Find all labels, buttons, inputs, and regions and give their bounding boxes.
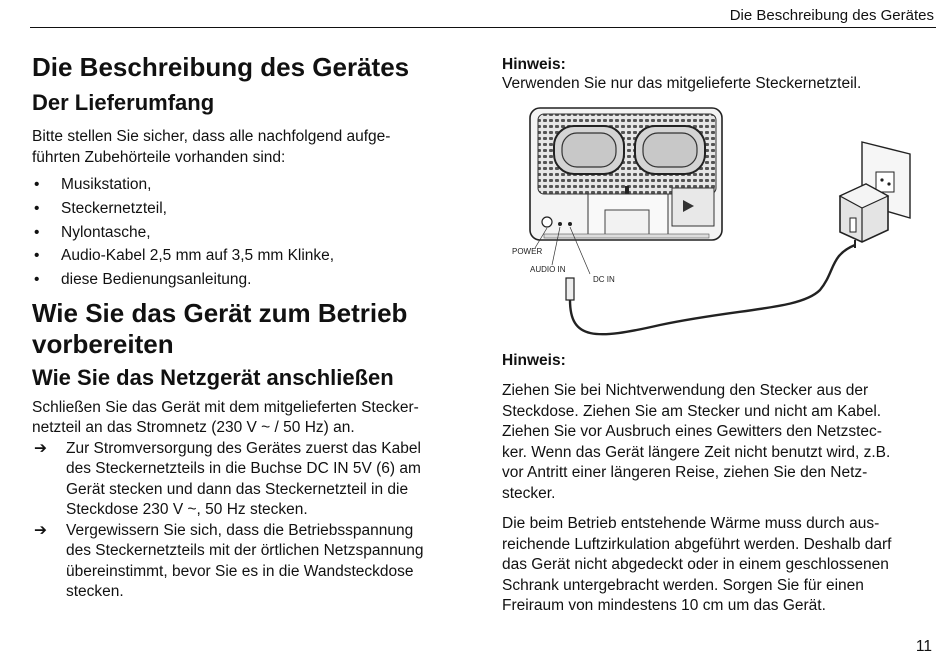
power-adapter [840,184,888,248]
list-item [32,173,467,197]
subtitle-lieferumfang: Der Lieferumfang [32,89,215,115]
section-title: Wie Sie das Gerät zum Betrieb vorbereiten [32,298,408,359]
power-label: POWER [512,247,543,256]
step-text: Zur Stromversorgung des Gerätes zuerst das Kabel des Steckernetzteils in die Buchse DC IN 5V (6) am Gerät stecken und dann das Steckernetzteil in die Steckdose 230 V ~, 50 Hz stecken. [66,439,421,519]
arrow-right-icon: ➔ [34,521,47,539]
running-head: Die Beschreibung des Gerätes [729,7,934,24]
music-station-device [530,108,722,240]
audio-in-label: AUDIO IN [530,265,566,274]
list-item-text: Steckernetzteil, [61,199,167,217]
bullet-icon: • [34,199,40,217]
note-text: Verwenden Sie nur das mitgelieferte Steckernetzteil. [502,75,862,92]
list-item [32,221,467,245]
note-label: Hinweis: [502,352,566,369]
intro-text: Bitte stellen Sie sicher, dass alle nachfolgend aufge- führten Zubehörteile vorhanden sind: [32,128,391,166]
list-item [32,244,467,268]
list-item-text: Audio-Kabel 2,5 mm auf 3,5 mm Klinke, [61,247,335,265]
list-item [32,268,467,292]
right-column-note1 [502,56,932,95]
step-item [32,439,467,521]
list-item-text: Nylontasche, [61,223,151,241]
page-number: 11 [915,638,932,655]
note-label: Hinweis: [502,56,566,73]
list-item-text: Musikstation, [61,176,152,194]
page-title: Die Beschreibung des Gerätes [32,52,410,82]
step-item [32,521,467,603]
left-column [32,52,467,603]
header-rule [30,27,936,28]
list-item-text: diese Bedienungsanleitung. [61,271,252,289]
device-connection-illustration [500,100,930,350]
dc-in-label: DC IN [593,275,615,284]
list-item [32,197,467,221]
note-paragraph: Die beim Betrieb entstehende Wärme muss durch aus- reichende Luftzirkulation abgeführt werden. Deshalb darf das Gerät nicht abgedeckt oder in einem geschlossenen Schrank untergebracht werden. Sorgen Sie für einen Freiraum von mindestens 10 cm um das Gerät. [502,515,892,614]
arrow-right-icon: ➔ [34,439,47,457]
package-contents-list [32,173,467,292]
bullet-icon: • [34,223,40,241]
section-subtitle: Wie Sie das Netzgerät anschließen [32,365,394,391]
bullet-icon: • [34,247,40,265]
right-column-note2 [502,352,932,617]
step-text: Vergewissern Sie sich, dass die Betriebsspannung des Steckernetzteils mit der örtlichen Netzspannung übereinstimmt, bevor Sie es in die Wandsteckdose stecken. [66,521,424,601]
note-paragraph: Ziehen Sie bei Nichtverwendung den Stecker aus der Steckdose. Ziehen Sie am Stecker und nicht am Kabel. Ziehen Sie vor Ausbruch eines Gewitters den Netzstec- ker. Wenn das Gerät längere Zeit nicht benutzt wird, z.B. vor Antritt einer längeren Reise, ziehen Sie den Netz- stecker. [502,382,891,502]
bullet-icon: • [34,176,40,194]
section-paragraph: Schließen Sie das Gerät mit dem mitgelieferten Stecker- netzteil an das Stromnetz (230 V ~ / 50 Hz) an. [32,398,419,437]
power-cable [566,245,855,334]
bullet-icon: • [34,271,40,289]
